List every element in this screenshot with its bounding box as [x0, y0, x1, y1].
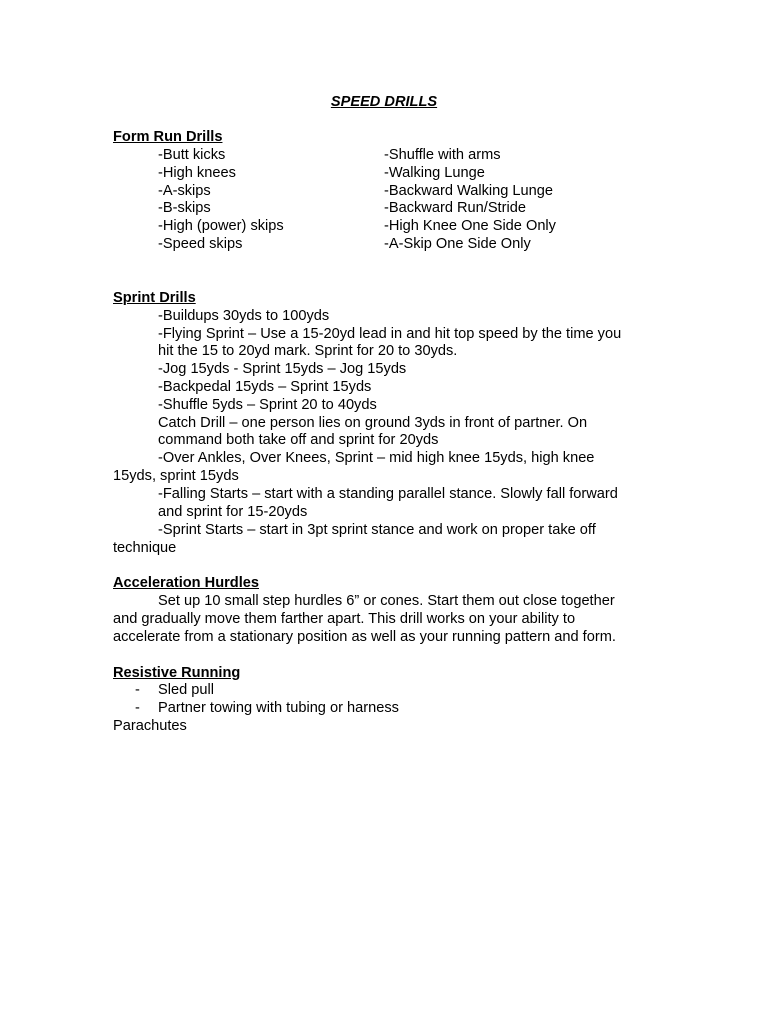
- resistive-trailing: Parachutes: [113, 718, 187, 734]
- accel-line: and gradually move them farther apart. This drill works on your ability to: [113, 611, 576, 627]
- form-run-right-item: -Walking Lunge: [384, 165, 485, 181]
- sprint-line: and sprint for 15-20yds: [158, 504, 308, 520]
- accel-line: Set up 10 small step hurdles 6” or cones. Start them out close together: [158, 593, 615, 609]
- sprint-line: -Over Ankles, Over Knees, Sprint – mid high knee 15yds, high knee: [158, 450, 595, 466]
- sprint-line: command both take off and sprint for 20yds: [158, 432, 439, 448]
- sprint-line: Catch Drill – one person lies on ground 3yds in front of partner. On: [158, 415, 588, 431]
- resistive-item: Partner towing with tubing or harness: [158, 700, 399, 716]
- form-run-left-item: -Speed skips: [158, 236, 243, 252]
- sprint-line: -Sprint Starts – start in 3pt sprint stance and work on proper take off: [158, 522, 596, 538]
- form-run-right-item: -High Knee One Side Only: [384, 218, 556, 234]
- sprint-line: hit the 15 to 20yd mark. Sprint for 20 to 30yds.: [158, 343, 458, 359]
- form-run-right-item: -Backward Walking Lunge: [384, 183, 553, 199]
- sprint-line: -Flying Sprint – Use a 15-20yd lead in and hit top speed by the time you: [158, 326, 622, 342]
- sprint-line: 15yds, sprint 15yds: [113, 468, 239, 484]
- form-run-left-item: -Butt kicks: [158, 147, 226, 163]
- sprint-line: -Shuffle 5yds – Sprint 20 to 40yds: [158, 397, 377, 413]
- accel-heading: Acceleration Hurdles: [113, 575, 259, 591]
- accel-line: accelerate from a stationary position as well as your running pattern and form.: [113, 629, 616, 645]
- form-run-left-item: -High knees: [158, 165, 236, 181]
- form-run-left-item: -B-skips: [158, 200, 211, 216]
- form-run-right-item: -A-Skip One Side Only: [384, 236, 531, 252]
- form-run-left-item: -High (power) skips: [158, 218, 284, 234]
- sprint-line: -Buildups 30yds to 100yds: [158, 308, 330, 324]
- form-run-left-item: -A-skips: [158, 183, 211, 199]
- form-run-right-item: -Backward Run/Stride: [384, 200, 526, 216]
- list-bullet: -: [135, 700, 140, 716]
- resistive-item: Sled pull: [158, 682, 214, 698]
- form-run-heading: Form Run Drills: [113, 129, 223, 145]
- sprint-heading: Sprint Drills: [113, 290, 196, 306]
- sprint-line: -Jog 15yds - Sprint 15yds – Jog 15yds: [158, 361, 407, 377]
- sprint-line: -Backpedal 15yds – Sprint 15yds: [158, 379, 372, 395]
- list-bullet: -: [135, 682, 140, 698]
- sprint-line: -Falling Starts – start with a standing parallel stance. Slowly fall forward: [158, 486, 618, 502]
- sprint-line: technique: [113, 540, 177, 556]
- page-title: SPEED DRILLS: [330, 94, 438, 110]
- resistive-heading: Resistive Running: [113, 665, 241, 681]
- form-run-right-item: -Shuffle with arms: [384, 147, 501, 163]
